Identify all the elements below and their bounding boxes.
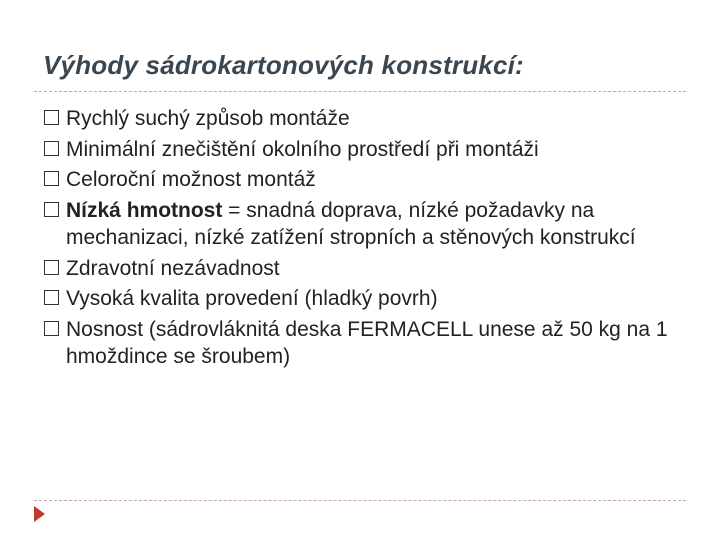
slide-title: Výhody sádrokartonových konstrukcí:: [43, 50, 524, 80]
checkbox-bullet-icon: [44, 321, 59, 336]
bullet-item: [44, 316, 684, 371]
checkbox-bullet-icon: [44, 171, 59, 186]
bullet-text: = snadná doprava, nízké požadavky na mechanizaci, nízké zatížení stropních a stěnových konstrukcí: [66, 198, 636, 249]
checkbox-bullet-icon: [44, 141, 59, 156]
bullet-item: [44, 255, 684, 283]
play-arrow-icon[interactable]: [34, 506, 45, 522]
bullet-text: Celoroční možnost montáž: [66, 168, 316, 191]
bullet-item: [44, 197, 684, 252]
bullet-item: [44, 166, 684, 194]
bullet-text: Vysoká kvalita provedení (hladký povrh): [66, 287, 438, 310]
checkbox-bullet-icon: [44, 290, 59, 305]
bullet-text: Nosnost (sádrovláknitá deska FERMACELL unese až 50 kg na 1 hmoždince se šroubem): [66, 317, 668, 368]
bullet-list: [44, 105, 684, 374]
bullet-item: [44, 136, 684, 164]
checkbox-bullet-icon: [44, 110, 59, 125]
bullet-bold-text: Nízká hmotnost: [66, 198, 223, 222]
bullet-item: [44, 285, 684, 313]
top-divider: [34, 91, 686, 92]
checkbox-bullet-icon: [44, 260, 59, 275]
bullet-text: Rychlý suchý způsob montáže: [66, 107, 350, 130]
checkbox-bullet-icon: [44, 202, 59, 217]
bullet-text: Minimální znečištění okolního prostředí při montáži: [66, 137, 539, 161]
bullet-item: [44, 105, 684, 133]
bottom-divider: [34, 500, 686, 501]
bullet-text: Zdravotní nezávadnost: [66, 256, 280, 280]
